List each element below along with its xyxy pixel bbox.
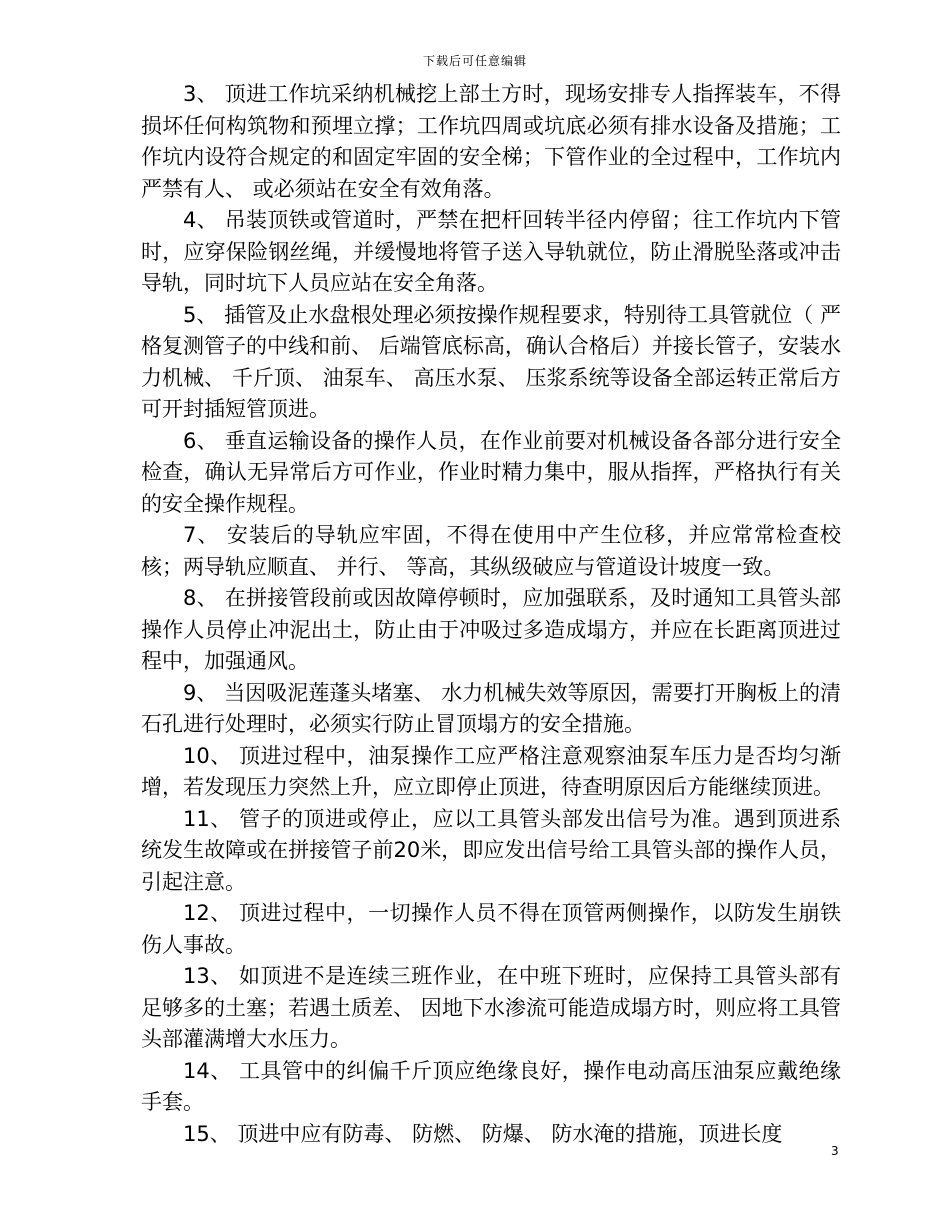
page-header: 下载后可任意编辑 (422, 54, 527, 68)
paragraph-8: 8、 在拼接管段前或因故障停顿时，应加强联系，及时通知工具管头部操作人员停止冲泥出土，防止由于冲吸过多造成塌方，并应在长距离顶进过程中，加强通风。 (141, 586, 841, 673)
paragraph-15: 15、 顶进中应有防毒、 防燃、 防爆、 防水淹的措施，顶进长度 (183, 1121, 783, 1146)
paragraph-3: 3、 顶进工作坑采纳机械挖上部土方时，现场安排专人指挥装车，不得损坏任何构筑物和预埋立撑；工作坑四周或坑底必须有排水设备及措施；工作坑内设符合规定的和固定牢固的安全梯；下管作业的全过程中，工作坑内严禁有人、 或必须站在安全有效角落。 (141, 82, 841, 201)
paragraph-9: 9、 当因吸泥莲蓬头堵塞、 水力机械失效等原因，需要打开胸板上的清石孔进行处理时，必须实行防止冒顶塌方的安全措施。 (141, 680, 841, 736)
page-number: 3 (831, 1144, 839, 1158)
paragraph-4: 4、 吊装顶铁或管道时，严禁在把杆回转半径内停留；往工作坑内下管时，应穿保险钢丝绳，并缓慢地将管子送入导轨就位，防止滑脱坠落或冲击导轨，同时坑下人员应站在安全角落。 (141, 208, 841, 295)
paragraph-6: 6、 垂直运输设备的操作人员，在作业前要对机械设备各部分进行安全检查，确认无异常后方可作业，作业时精力集中，服从指挥，严格执行有关的安全操作规程。 (141, 428, 841, 516)
paragraph-13: 13、 如顶进不是连续三班作业，在中班下班时，应保持工具管头部有足够多的土塞；若遇土质差、 因地下水渗流可能造成塌方时，则应将工具管头部灌满增大水压力。 (141, 964, 841, 1051)
paragraph-14: 14、 工具管中的纠偏千斤顶应绝缘良好，操作电动高压油泵应戴绝缘手套。 (141, 1058, 841, 1114)
document-body (141, 79, 841, 1150)
paragraph-5: 5、 插管及止水盘根处理必须按操作规程要求，特别待工具管就位（ 严格复测管子的中线和前、 后端管底标高，确认合格后）并接长管子，安装水力机械、 千斤顶、 油泵车、 高压水泵、 压浆系统等设备全部运转正常后方可开封插短管顶进。 (141, 302, 841, 421)
paragraph-11: 11、 管子的顶进或停止，应以工具管头部发出信号为准。遇到顶进系统发生故障或在拼接管子前20米，即应发出信号给工具管头部的操作人员，引起注意。 (141, 806, 841, 894)
paragraph-7: 7、 安装后的导轨应牢固，不得在使用中产生位移，并应常常检查校核；两导轨应顺直、 并行、 等高，其纵级破应与管道设计坡度一致。 (141, 523, 841, 579)
paragraph-10: 10、 顶进过程中，油泵操作工应严格注意观察油泵车压力是否均匀渐增，若发现压力突然上升，应立即停止顶进，待查明原因后方能继续顶进。 (141, 743, 841, 799)
paragraph-12: 12、 顶进过程中，一切操作人员不得在顶管两侧操作，以防发生崩铁伤人事故。 (141, 901, 841, 957)
